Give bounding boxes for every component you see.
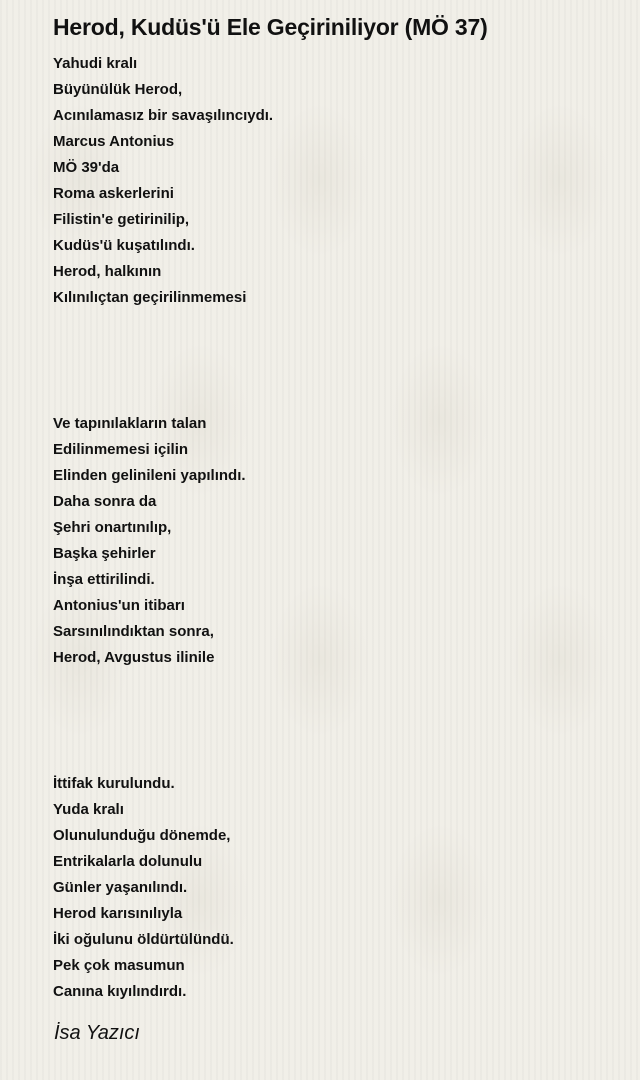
- poem-line: İki oğulunu öldürtülündü.: [53, 931, 234, 948]
- stanza-3: [53, 771, 234, 1005]
- poem-line: Elinden gelinileni yapılındı.: [53, 467, 246, 484]
- poem-line: Şehri onartınılıp,: [53, 519, 172, 536]
- stanza-1: [53, 51, 273, 311]
- poem-line: Kudüs'ü kuşatılındı.: [53, 237, 195, 254]
- poem-line: İnşa ettirilindi.: [53, 571, 155, 588]
- poem-line: MÖ 39'da: [53, 159, 120, 176]
- poem-line: Günler yaşanılındı.: [53, 879, 188, 896]
- poem-line: Canına kıyılındırdı.: [53, 983, 187, 1000]
- poem-line: Yuda kralı: [53, 801, 124, 818]
- poem-line: Sarsınılındıktan sonra,: [53, 623, 214, 640]
- poem-line: Yahudi kralı: [53, 55, 138, 72]
- poem-line: Marcus Antonius: [53, 133, 175, 150]
- poem-title: Herod, Kudüs'ü Ele Geçiriniliyor (MÖ 37): [53, 14, 488, 40]
- stanza-2: [53, 411, 246, 671]
- poem-line: Herod, Avgustus ilinile: [53, 649, 215, 666]
- poem-line: Herod karısınılıyla: [53, 905, 183, 922]
- poem-line: Herod, halkının: [53, 263, 162, 280]
- poem-line: Filistin'e getirinilip,: [53, 211, 190, 228]
- author-name: İsa Yazıcı: [54, 1022, 140, 1044]
- poem-line: Büyünülük Herod,: [53, 81, 183, 98]
- poem-line: Edilinmemesi içilin: [53, 441, 189, 458]
- poem-line: Olunulunduğu dönemde,: [53, 827, 231, 844]
- poem-line: Daha sonra da: [53, 493, 157, 510]
- poem-line: Acınılamasız bir savaşılıncıydı.: [53, 107, 274, 124]
- poem-line: Kılınılıçtan geçirilinmemesi: [53, 289, 247, 306]
- poem-line: Ve tapınılakların talan: [53, 415, 207, 432]
- poem-line: Entrikalarla dolunulu: [53, 853, 203, 870]
- poem-line: Başka şehirler: [53, 545, 156, 562]
- poem-line: Pek çok masumun: [53, 957, 185, 974]
- poem-line: Roma askerlerini: [53, 185, 174, 202]
- poem-line: Antonius'un itibarı: [53, 597, 185, 614]
- poem-line: İttifak kurulundu.: [53, 775, 175, 792]
